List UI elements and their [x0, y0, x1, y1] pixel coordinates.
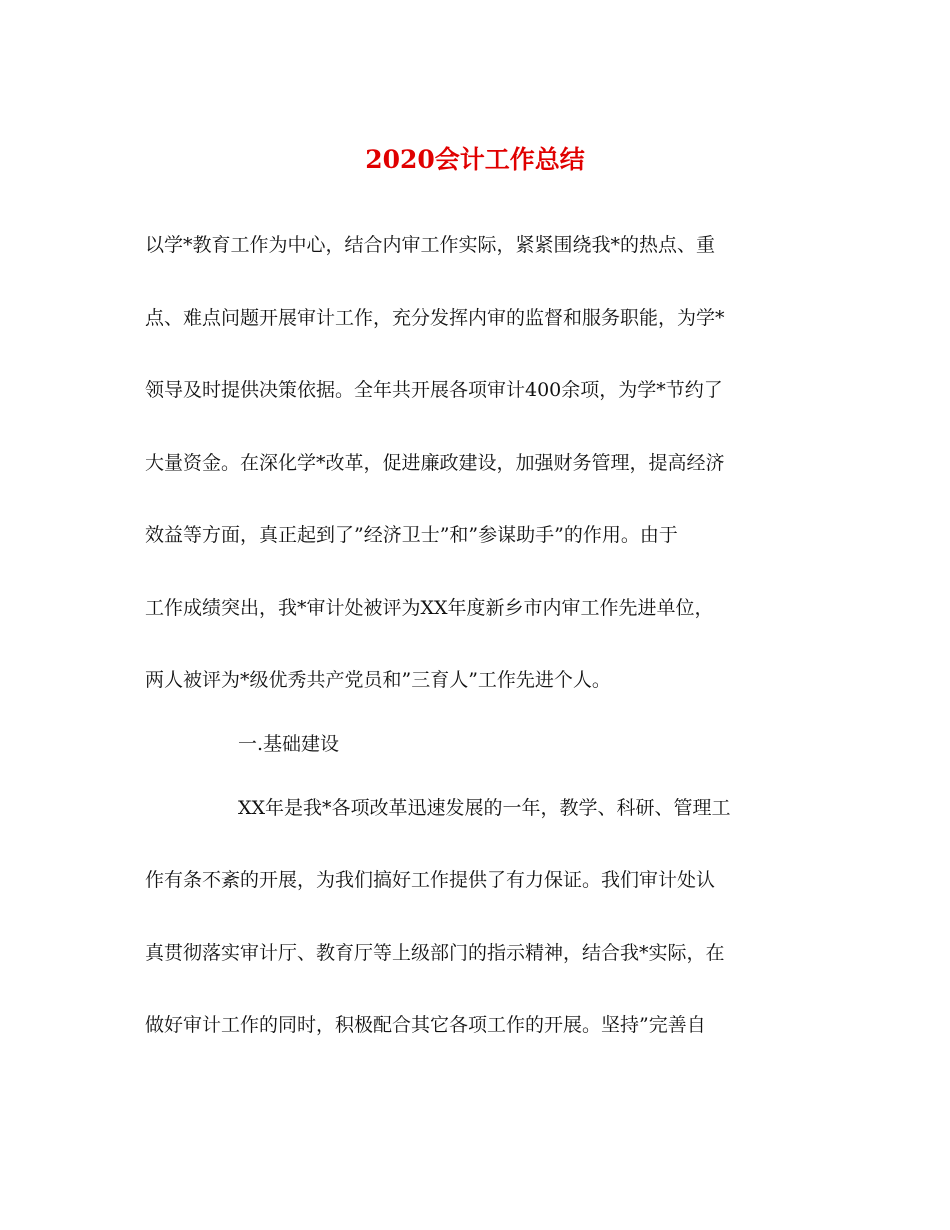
- paragraph-line: XX年是我*各项改革迅速发展的一年，教学、科研、管理工: [238, 797, 731, 819]
- paragraph-line: 大量资金。在深化学*改革，促进廉政建设，加强财务管理，提高经济: [145, 452, 725, 474]
- paragraph-line: 领导及时提供决策依据。全年共开展各项审计400余项，为学*节约了: [145, 379, 723, 401]
- paragraph-line: 作有条不紊的开展，为我们搞好工作提供了有力保证。我们审计处认: [145, 869, 716, 891]
- document-title: 2020会计工作总结: [365, 145, 585, 174]
- paragraph-line: 做好审计工作的同时，积极配合其它各项工作的开展。坚持”完善自: [145, 1014, 706, 1036]
- paragraph-line: 效益等方面，真正起到了”经济卫士”和”参谋助手”的作用。由于: [145, 524, 678, 546]
- paragraph-line: 工作成绩突出，我*审计处被评为XX年度新乡市内审工作先进单位，: [145, 597, 714, 619]
- paragraph-line: 点、难点问题开展审计工作，充分发挥内审的监督和服务职能，为学*: [145, 307, 725, 329]
- section-heading: 一.基础建设: [238, 733, 340, 755]
- paragraph-line: 两人被评为*级优秀共产党员和”三育人”工作先进个人。: [145, 669, 611, 691]
- paragraph-line: 以学*教育工作为中心，结合内审工作实际，紧紧围绕我*的热点、重: [145, 234, 716, 256]
- paragraph-line: 真贯彻落实审计厅、教育厅等上级部门的指示精神，结合我*实际，在: [145, 942, 725, 964]
